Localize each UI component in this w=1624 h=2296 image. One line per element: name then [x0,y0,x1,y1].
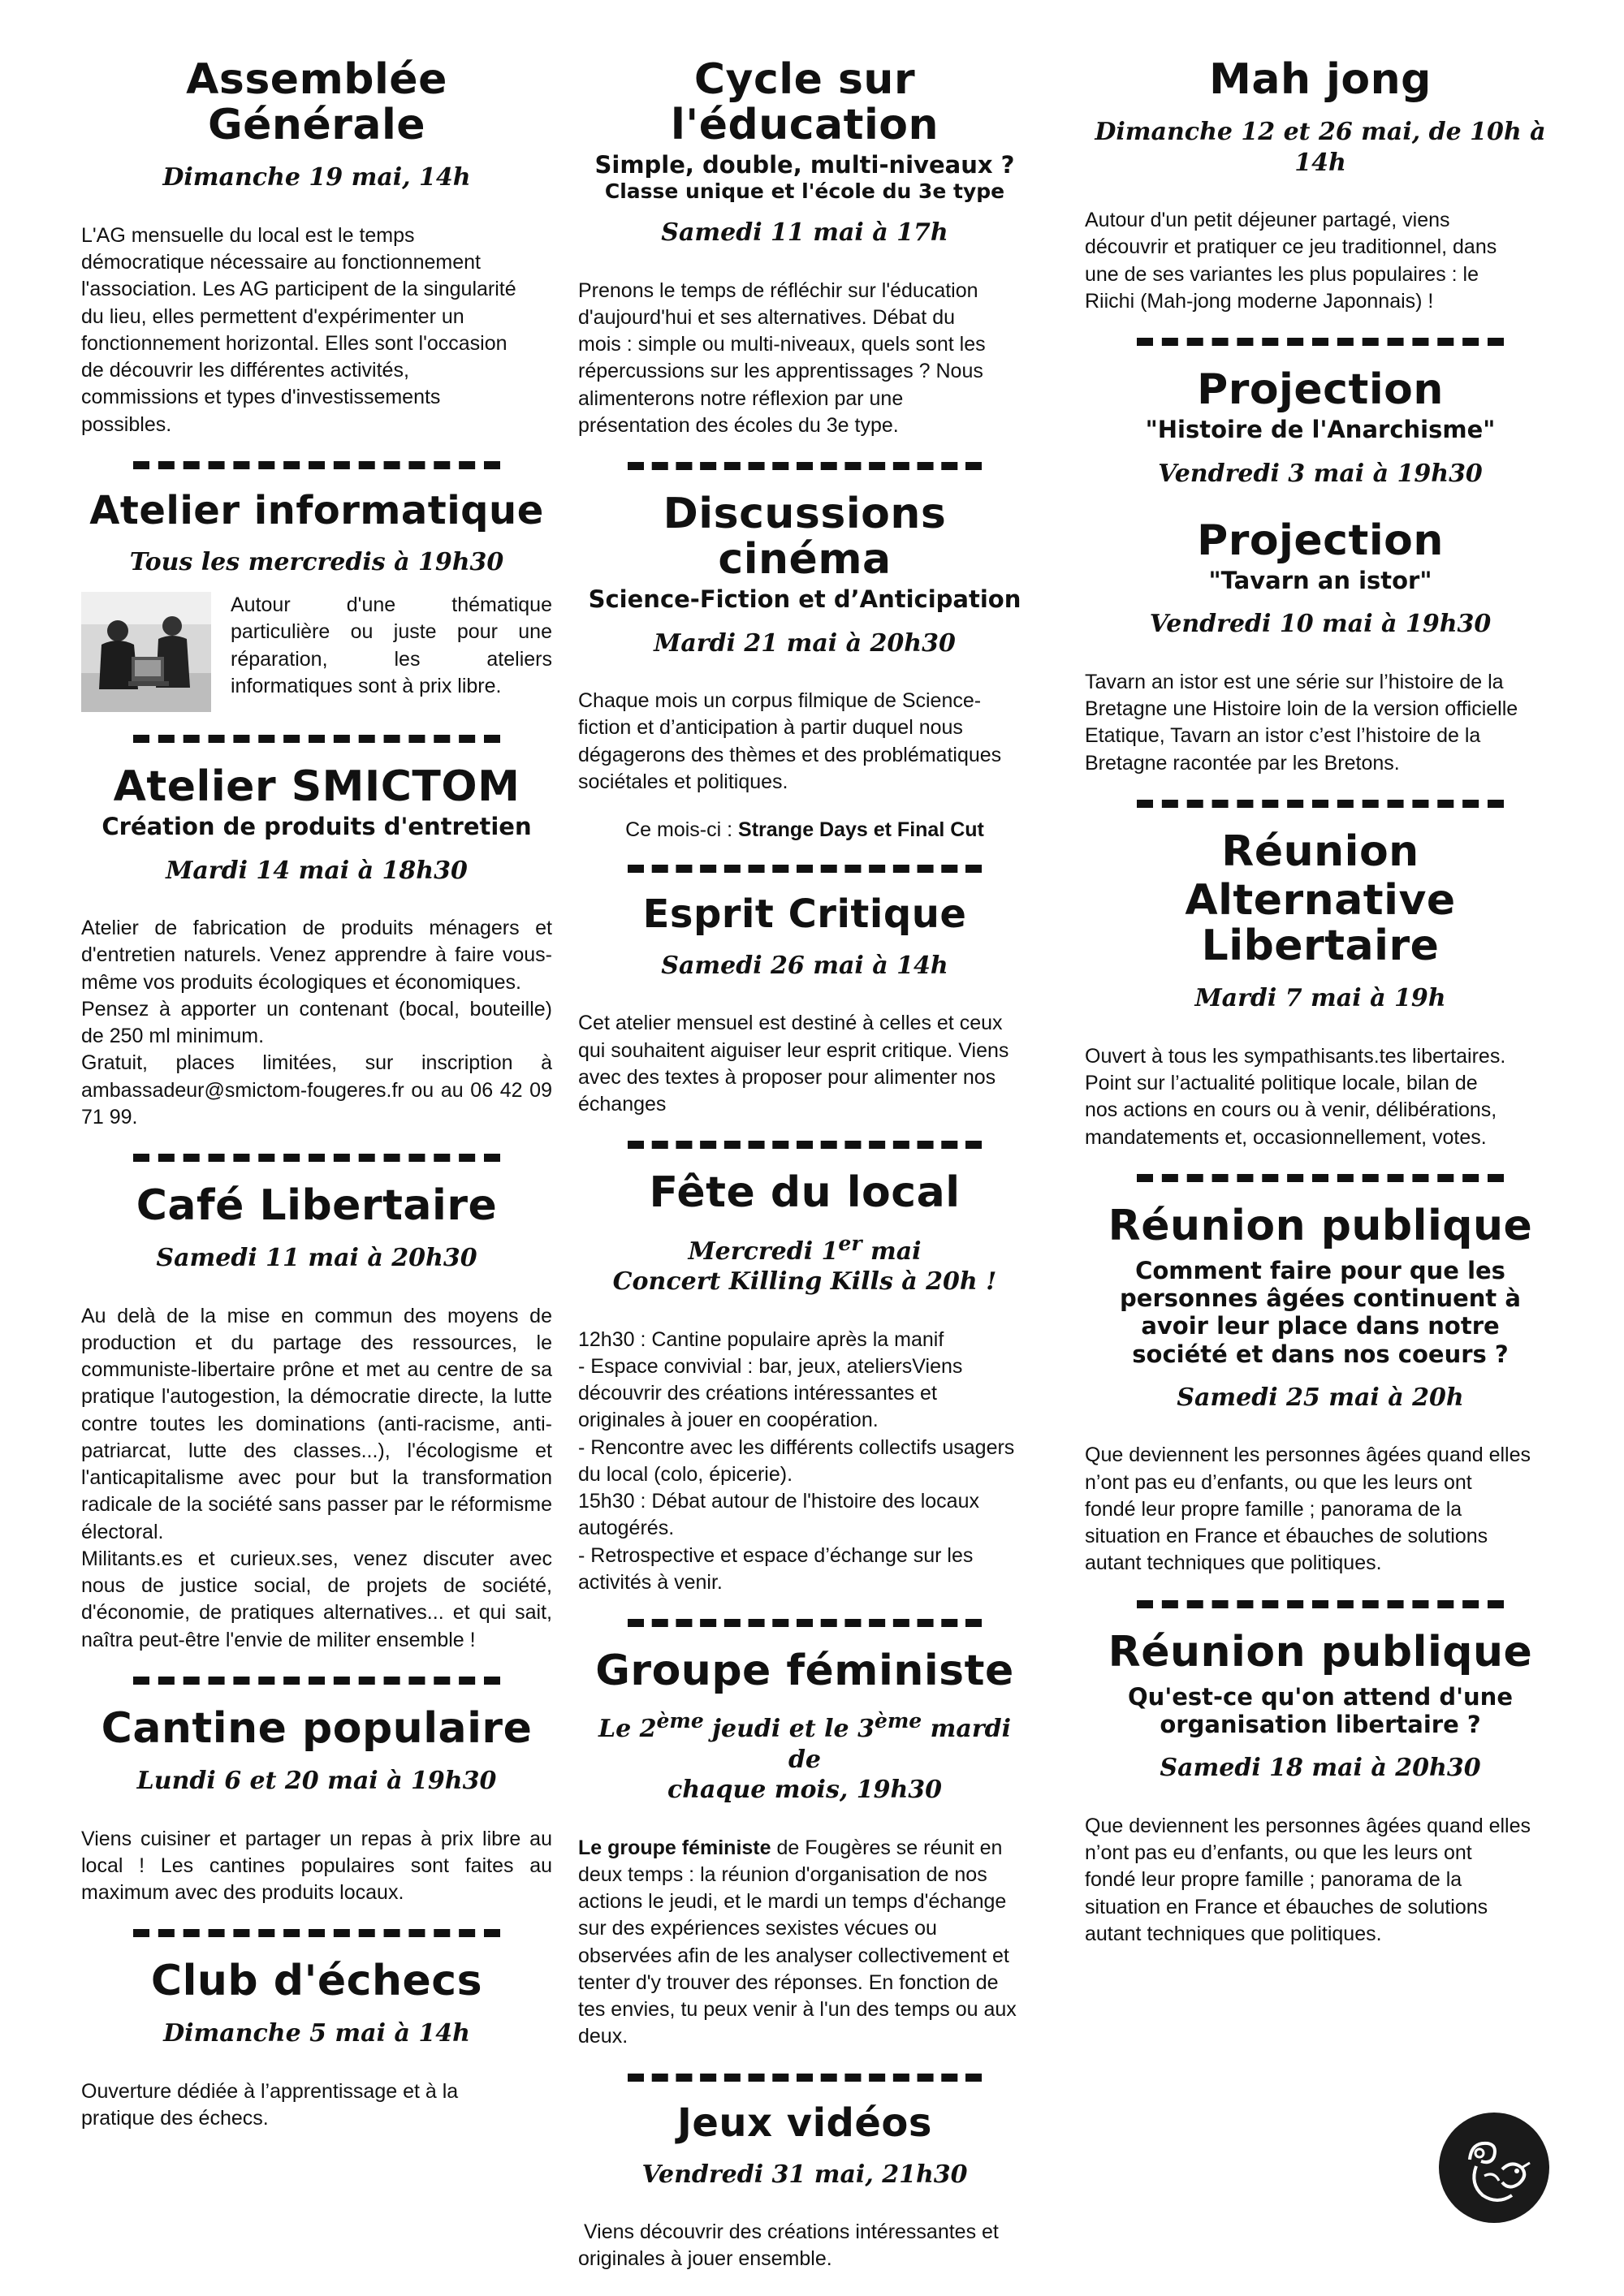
event-subtitle: Simple, double, multi-niveaux ? [594,151,1015,179]
event-cycle-education [578,57,1031,439]
event-date: Mardi 21 mai à 20h30 [654,628,956,658]
event-groupe-feministe [578,1648,1031,2051]
event-subtitle: Comment faire pour que les personnes âgées continuent à avoir leur place dans notre société et dans nos coeurs ? [1120,1257,1521,1368]
event-discussions-cinema [578,491,1031,842]
event-title: Mah jong [1209,55,1432,104]
event-description: Que deviennent les personnes âgées quand elles n’ont pas eu d’enfants, ou que les leurs ont fondé leur propre famille ; panorama de la situation en France et ébauches de solutions autant techniques que politiques. [1085,1814,1531,1945]
people-at-computer-photo [81,592,211,712]
event-subtitle: Création de produits d'entretien [102,813,532,841]
event-date: Le 2ème jeudi et le 3ème mardi de [598,1709,1012,1774]
event-title: Fête du local [649,1168,961,1218]
event-subtitle: "Histoire de l'Anarchisme" [1145,416,1496,444]
event-assemblee-generale [81,57,552,438]
event-date: Samedi 26 mai à 14h [661,951,948,980]
event-subtitle: Qu'est-ce qu'on attend d'une organisation libertaire ? [1128,1682,1513,1739]
event-description: L'AG mensuelle du local est le temps démocratique nécessaire au fonctionnement l'association. Les AG participent de la singularité du lieu, elles permettent d'expérimenter un fonctionnement horizontal. Elles sont l'occasion de découvrir les différentes activités, commissions et types d'investissements possibles. [81,223,516,436]
event-description: Viens découvrir des créations intéressantes et originales à jouer ensemble. [578,2220,999,2271]
dashed-divider [628,865,981,873]
event-title: Assemblée Générale [186,55,447,150]
event-description: Au delà de la mise en commun des moyens de production et du partage des ressources, le communiste-libertaire prône et met au centre de sa pratique l'autogestion, la démocratie directe, la lutte contre toutes les dominations (anti-racisme, anti-patriarcat, lutte des classes...), l'écologisme et l'anticapitalisme avec pour but la transformation radicale de la société sans passer par le réformisme électoral. Militants.es et curieux.ses, venez discuter avec nous de justice social, de projets de société, d'économie, de pratiques alternatives... et qui sait, naîtra peut-être l'envie de militer ensemble ! [81,1304,552,1651]
event-reunion-publique-organisation [1085,1629,1556,1948]
dashed-divider [1137,1600,1504,1608]
event-date: Mardi 14 mai à 18h30 [166,856,468,885]
event-description: Que deviennent les personnes âgées quand elles n’ont pas eu d’enfants, ou que les leurs ont fondé leur propre famille ; panorama de la situation en France et ébauches de solutions autant techniques que politiques. [1085,1444,1531,1575]
event-reunion-publique-ages [1085,1203,1556,1577]
event-title: Cantine populaire [101,1703,533,1753]
event-jeux-videos [578,2100,1031,2273]
event-description: Viens cuisiner et partager un repas à prix libre au local ! Les cantines populaires sont faites au maximum avec des produits locaux. [81,1827,552,1905]
event-mah-jong [1085,57,1556,315]
event-title: Discussions cinéma [663,490,947,585]
event-atelier-smictom [81,764,552,1131]
event-date: Samedi 18 mai à 20h30 [1160,1754,1481,1783]
event-reunion-alternative-libertaire [1085,826,1556,1151]
event-date-2: Concert Killing Kills à 20h ! [612,1267,997,1297]
event-title: Esprit Critique [642,891,967,938]
event-description: Tavarn an istor est une série sur l’histoire de la Bretagne une Histoire loin de la version officielle Etatique, Tavarn an istor c’est l’histoire de la Bretagne racontée par les Bretons. [1085,670,1518,775]
event-title: Réunion publique [1108,1201,1533,1250]
event-description: Autour d'une thématique particulière ou juste pour une réparation, les ateliers informatiques sont à prix libre. [231,593,552,697]
event-date-2: chaque mois, 19h30 [667,1776,943,1805]
dashed-divider [1137,338,1504,346]
event-description: Chaque mois un corpus filmique de Science- fiction et d’anticipation à partir duquel nous dégagerons des thèmes et des problématiques sociétales et politiques. [578,689,1002,793]
dashed-divider [133,1929,500,1937]
dashed-divider [628,1619,981,1627]
event-title: Projection [1197,516,1444,566]
dashed-divider [628,462,981,470]
event-description: Autour d'un petit déjeuner partagé, viens découvrir et pratiquer ce jeu traditionnel, dans une de ses variantes les plus populaires : le Riichi (Mah-jong moderne Japonnais) ! [1085,209,1497,313]
event-description: 12h30 : Cantine populaire après la manif - Espace convivial : bar, jeux, ateliersViens découvrir des créations intéressantes et originales à jouer en coopération. - Rencontre avec les différents collectifs usagers du local (colo, épicerie). 15h30 : Débat autour de l'histoire des locaux autogérés. - Retrospective et espace d’échange sur les activités à venir. [578,1327,1015,1594]
event-subtitle: "Tavarn an istor" [1208,567,1432,595]
event-date: Samedi 25 mai à 20h [1177,1383,1464,1412]
event-description: Cet atelier mensuel est destiné à celles et ceux qui souhaitent aiguiser leur esprit critique. Viens avec des textes à proposer pour alimenter nos échanges [578,1012,1009,1116]
column-middle [578,57,1031,2273]
event-subtitle: Science-Fiction et d’Anticipation [588,585,1021,614]
event-cantine-populaire [81,1703,552,1906]
event-date: Vendredi 10 mai à 19h30 [1149,610,1492,639]
dashed-divider [1137,1174,1504,1182]
event-description: Atelier de fabrication de produits ménagers et d'entretien naturels. Venez apprendre à faire vous-même vos produits écologiques et économiques. Pensez à apporter un contenant (bocal, bouteille) de 250 ml minimum. Gratuit, places limitées, sur inscription à ambassadeur@smictom-fougeres.fr ou au 06 42 09 71 99. [81,917,552,1129]
dashed-divider [133,735,500,743]
event-description: Ouvert à tous les sympathisants.tes libertaires. Point sur l’actualité politique locale, bilan de nos actions en cours ou à venir, délibérations, mandatements et, occasionnellement, votes. [1085,1044,1506,1149]
bird-circle-logo [1437,2111,1551,2225]
dashed-divider [133,1677,500,1685]
event-atelier-informatique [81,487,552,712]
event-club-echecs [81,1958,552,2132]
event-date: Tous les mercredis à 19h30 [129,547,504,576]
column-right [1085,57,1556,1948]
event-date: Lundi 6 et 20 mai à 19h30 [136,1767,497,1796]
event-date: Mardi 7 mai à 19h [1194,984,1446,1013]
column-left [81,57,552,2132]
event-title: Projection [1197,365,1444,415]
event-title: Atelier informatique [89,487,544,533]
event-date: Mercredi 1er mai [688,1231,922,1266]
event-description: Le groupe féministe de Fougères se réunit en deux temps : la réunion d'organisation de nos actions le jeudi, et le mardi un temps d'échange sur des expériences sexistes vécues ou observées afin de les analyser collectivement et tenter d'y trouver des réponses. En fonction de tes envies, tu peux venir à l'un des temps ou aux deux. [578,1836,1017,2048]
event-title: Club d'échecs [150,1957,483,2006]
event-projection-tavarn [1085,518,1556,777]
event-subtitle-2: Classe unique et l'école du 3e type [604,179,1005,203]
event-cafe-libertaire [81,1183,552,1654]
event-date: Samedi 11 mai à 17h [661,218,948,248]
dashed-divider [628,1141,981,1149]
event-description: Ouverture dédiée à l’apprentissage et à la pratique des échecs. [81,2079,459,2130]
event-date: Dimanche 19 mai, 14h [162,163,471,192]
dashed-divider [133,1154,500,1162]
event-esprit-critique [578,891,1031,1118]
event-title: Réunion publique [1108,1627,1533,1677]
event-title: Jeux vidéos [677,2100,932,2146]
dashed-divider [628,2074,981,2082]
event-description: Prenons le temps de réfléchir sur l'éducation d'aujourd'hui et ses alternatives. Débat du mois : simple ou multi-niveaux, quels sont les répercussions sur les apprentissages ? Nous alimenterons notre réflexion par une présentation des écoles du 3e type. [578,278,986,437]
event-note: Ce mois-ci : Strange Days et Final Cut [625,818,984,842]
event-date: Vendredi 3 mai à 19h30 [1158,459,1483,488]
event-title: Café Libertaire [136,1181,498,1231]
event-title: Atelier SMICTOM [113,762,520,812]
dashed-divider [133,461,500,469]
event-title: Cycle sur l'éducation [670,55,939,150]
dashed-divider [1137,800,1504,808]
event-projection-anarchisme [1085,367,1556,489]
event-date: Samedi 11 mai à 20h30 [156,1244,477,1273]
event-date: Dimanche 5 mai à 14h [163,2019,470,2048]
event-fete-du-local [578,1170,1031,1596]
event-title: Groupe féministe [595,1646,1014,1696]
event-title: Réunion [1221,826,1419,876]
event-date: Dimanche 12 et 26 mai, de 10h à 14h [1095,118,1546,177]
event-date: Vendredi 31 mai, 21h30 [641,2160,968,2189]
event-title-2: Alternative Libertaire [1185,876,1456,971]
